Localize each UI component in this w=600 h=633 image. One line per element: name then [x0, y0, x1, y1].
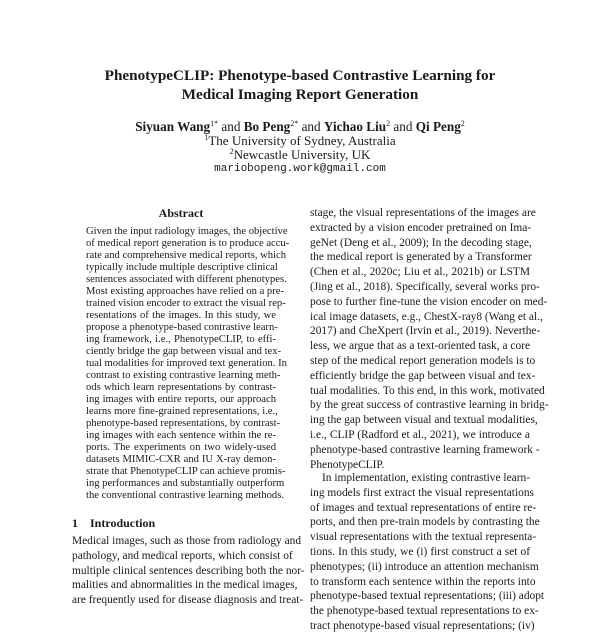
text-line: extracted by a vision encoder pretrained on Ima-	[310, 221, 532, 234]
text-line: tract phenotype-based visual representations; (iv)	[310, 620, 535, 632]
author-list	[0, 119, 600, 134]
section-number: 1	[72, 516, 78, 530]
text-line: strate that PhenotypeCLIP can achieve promis-	[86, 466, 286, 477]
author-affiliation-mark: 2*	[290, 119, 299, 128]
author-separator: and	[301, 119, 321, 134]
text-line: tual modalities for improved text generation. In	[86, 358, 287, 369]
text-line: phenotype-based contrastive learning framework -	[310, 443, 540, 456]
text-line: ing images with entire reports, our approach	[86, 394, 276, 405]
text-line: contrast to existing contrastive learning meth-	[86, 370, 281, 381]
author-separator: and	[221, 119, 241, 134]
text-line: rate and comprehensive medical reports, which	[86, 250, 287, 261]
text-line: datasets MIMIC-CXR and IU X-ray demon-	[86, 454, 276, 465]
text-line: (Chen et al., 2020c; Liu et al., 2021b) or LSTM	[310, 266, 530, 279]
author-name: Qi Peng	[415, 119, 461, 134]
text-line: phenotype-based representations, by contrast-	[86, 418, 281, 429]
text-line: the medical report is generated by a Transformer	[310, 251, 532, 264]
text-line: sentences associated with different phenotypes.	[86, 274, 287, 285]
text-line: typically include multiple descriptive clinical	[86, 262, 278, 273]
affiliation	[0, 133, 600, 148]
text-line: are frequently used for disease diagnosis and treat-	[72, 594, 304, 607]
text-line: In implementation, existing contrastive learn-	[322, 472, 530, 484]
text-line: resentations of the images. In this study, we	[86, 310, 276, 321]
text-line: ical image datasets, e.g., ChestX-ray8 (Wang et al.,	[310, 310, 543, 323]
paper-title	[0, 66, 600, 104]
text-line: tions. In this study, we (i) first construct a set of	[310, 546, 530, 558]
text-line: by the great success of contrastive learning in bridg-	[310, 399, 549, 412]
text-line: ing models first extract the visual representations	[310, 486, 534, 499]
text-line: of medical report generation is to produce accu-	[86, 238, 290, 249]
text-line: stage, the visual representations of the images are	[310, 207, 536, 219]
author-separator: and	[393, 119, 413, 134]
contact-email: mariobopeng.work@gmail.com	[214, 163, 386, 175]
text-line: of images and textual representations of entire re-	[310, 501, 537, 514]
text-line: less, we argue that as a text-oriented task, a core	[310, 340, 530, 353]
text-line: 2017) and CheXpert (Irvin et al., 2019). Neverthe-	[310, 325, 541, 338]
author-name: Bo Peng	[243, 119, 291, 134]
paper-title-line-1: PhenotypeCLIP: Phenotype-based Contrastive Learning for	[104, 67, 496, 84]
author-affiliation-mark: 2	[460, 119, 465, 128]
text-line: (Jing et al., 2018). Specifically, several works pro-	[310, 281, 540, 293]
text-line: learns more fine-grained representations, i.e.,	[86, 406, 278, 417]
text-line: pathology, and medical reports, which consist of	[72, 549, 293, 562]
affiliation-text: Newcastle University, UK	[233, 147, 371, 162]
author-affiliation-mark: 2	[386, 119, 391, 128]
text-line: efficiently bridge the gap between visual and tex-	[310, 369, 536, 382]
text-line: i.e., CLIP (Radford et al., 2021), we introduce a	[310, 429, 530, 441]
abstract-heading: Abstract	[158, 206, 204, 220]
text-line: the phenotype-based textual representations to ex-	[310, 605, 539, 618]
text-line: ports, and then pre-train models by contrasting the	[310, 516, 540, 529]
text-line: malities and abnormalities in the medical images,	[72, 579, 298, 592]
affiliation-mark: 1	[204, 133, 209, 142]
text-line: pose to further fine-tune the vision encoder on med-	[310, 295, 548, 308]
paper-title-line-2: Medical Imaging Report Generation	[181, 86, 419, 103]
text-line: Given the input radiology images, the objective	[86, 226, 288, 237]
text-line: phenotype-based textual representations; (iii) adopt	[310, 590, 545, 603]
text-line: trained vision encoder to extract the visual rep-	[86, 298, 286, 309]
text-line: geNet (Deng et al., 2009); In the decoding stage,	[310, 236, 532, 249]
text-line: Medical images, such as those from radiology and	[72, 535, 302, 547]
text-line: tual modalities. To this end, in this work, motivated	[310, 384, 545, 397]
text-line: ing performances and substantially outperform	[86, 478, 285, 489]
author-name: Yichao Liu	[323, 119, 387, 134]
affiliation-text: The University of Sydney, Australia	[208, 133, 396, 148]
author-name: Siyuan Wang	[135, 119, 211, 134]
author-affiliation-mark: 1*	[210, 119, 219, 128]
text-line: ing framework, i.e., PhenotypeCLIP, to effi-	[86, 334, 276, 345]
text-line: step of the medical report generation models is to	[310, 355, 536, 367]
text-line: the conventional contrastive learning methods.	[86, 490, 284, 501]
text-line: visual representations with the textual representa-	[310, 531, 537, 544]
text-line: ing images with each sentence within the re-	[86, 430, 276, 441]
text-line: ing the gap between visual and textual modalities,	[310, 414, 538, 427]
text-line: PhenotypeCLIP.	[310, 458, 385, 471]
text-line: to transform each sentence within the reports into	[310, 575, 536, 588]
text-line: multiple clinical sentences describing both the nor-	[72, 564, 305, 577]
text-line: phenotypes; (ii) introduce an attention mechanism	[310, 560, 539, 573]
affiliation	[0, 147, 600, 162]
section-title: Introduction	[90, 516, 156, 530]
text-line: ports. The experiments on two widely-used	[86, 442, 276, 453]
text-line: ods which learn representations by contrast-	[86, 382, 276, 393]
text-line: ciently bridge the gap between visual and tex-	[86, 346, 282, 357]
text-line: propose a phenotype-based contrastive learn-	[86, 322, 278, 333]
affiliation-mark: 2	[229, 147, 234, 156]
section-heading	[72, 516, 155, 530]
text-line: Most existing approaches have relied on a pre-	[86, 286, 284, 297]
